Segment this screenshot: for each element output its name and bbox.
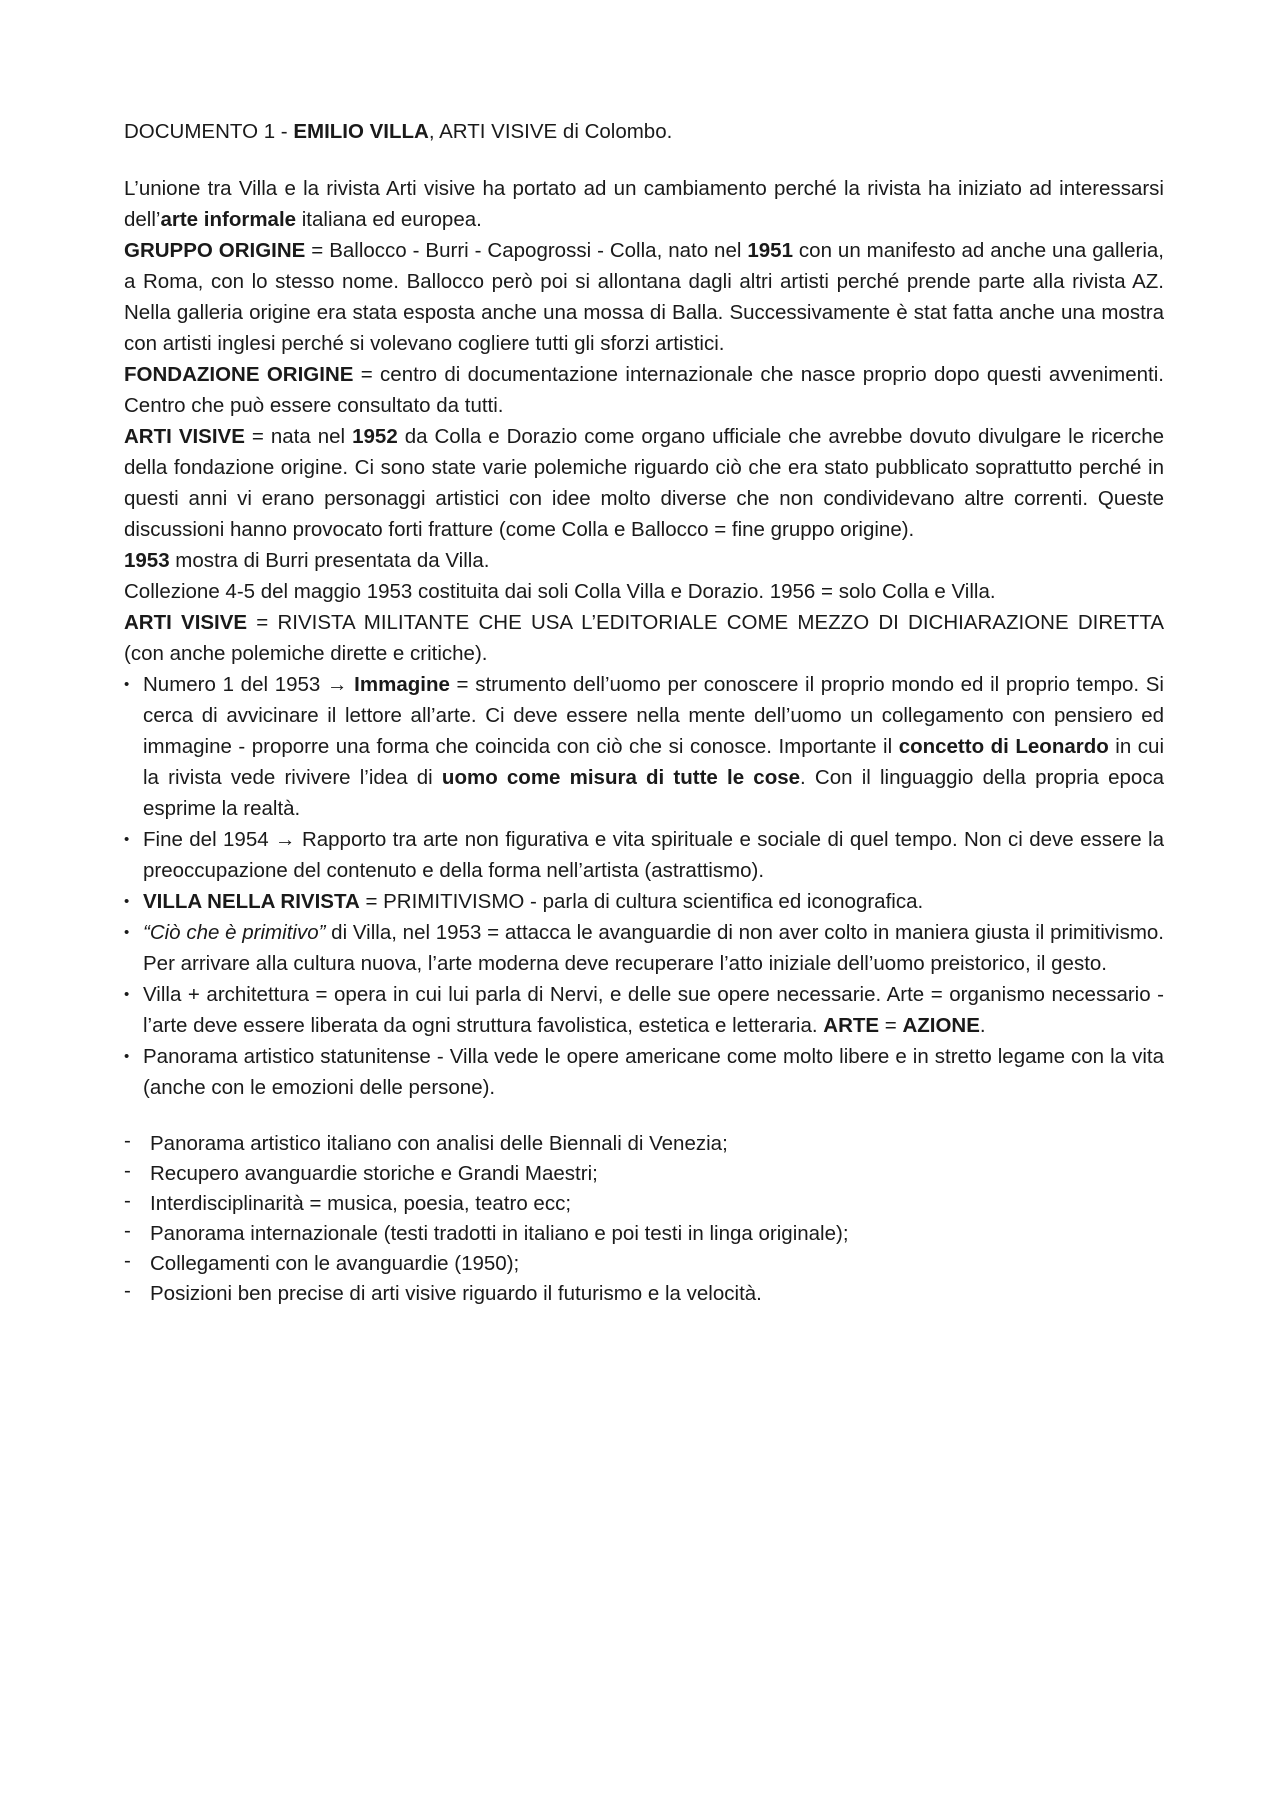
bullet-item-architettura: • Villa + architettura = opera in cui lui parla di Nervi, e delle sue opere necessarie. Arte = organismo necessario - l’arte deve essere liberata da ogni struttura favolistica, estetica e letteraria. ARTE = AZIONE. — [124, 979, 1164, 1041]
dash-item: - Panorama internazionale (testi tradotti in italiano e poi testi in linga originale); — [124, 1219, 1164, 1249]
bullet-item-primitivo: • “Ciò che è primitivo” di Villa, nel 1953 = attacca le avanguardie di non aver colto in maniera giusta il primitivismo. Per arrivare alla cultura nuova, l’arte moderna deve recuperare l’atto iniziale dell’uomo preistorico, il gesto. — [124, 917, 1164, 979]
dash-item: - Interdisciplinarità = musica, poesia, teatro ecc; — [124, 1189, 1164, 1219]
collezione-paragraph: Collezione 4-5 del maggio 1953 costituita dai soli Colla Villa e Dorazio. 1956 = solo Colla e Villa. — [124, 580, 996, 603]
rivista-militante-paragraph: ARTI VISIVE = RIVISTA MILITANTE CHE USA L’EDITORIALE COME MEZZO DI DICHIARAZIONE DIRETTA (con anche polemiche dirette e critiche). — [124, 611, 1164, 665]
dash-item: - Recupero avanguardie storiche e Grandi Maestri; — [124, 1159, 1164, 1189]
dash-item: - Posizioni ben precise di arti visive riguardo il futurismo e la velocità. — [124, 1279, 1164, 1309]
gruppo-origine-paragraph: GRUPPO ORIGINE = Ballocco - Burri - Capogrossi - Colla, nato nel 1951 con un manifesto ad anche una galleria, a Roma, con lo stesso nome. Ballocco però poi si allontana dagli altri artisti perché prende parte alla rivista AZ. Nella galleria origine era stata esposta anche una mossa di Balla. Successivamente è stat fatta anche una mostra con artisti inglesi perché si volevano cogliere tutti gli sforzi artistici. — [124, 239, 1164, 355]
fondazione-origine-paragraph: FONDAZIONE ORIGINE = centro di documentazione internazionale che nasce proprio dopo questi avvenimenti. Centro che può essere consultato da tutti. — [124, 363, 1164, 417]
dash-item: - Collegamenti con le avanguardie (1950); — [124, 1249, 1164, 1279]
bullet-item-fine-1954: • Fine del 1954 → Rapporto tra arte non figurativa e vita spirituale e sociale di quel tempo. Non ci deve essere la preoccupazione del contenuto e della forma nell’artista (astrattismo). — [124, 824, 1164, 886]
bullet-item-numero-1: • Numero 1 del 1953 → Immagine = strumento dell’uomo per conoscere il proprio mondo ed il proprio tempo. Si cerca di avvicinare il lettore all’arte. Ci deve essere nella mente dell’uomo un collegamento con pensiero ed immagine - proporre una forma che coincida con ciò che si conosce. Importante il concetto di Leonardo in cui la rivista vede rivivere l’idea di uomo come misura di tutte le cose. Con il linguaggio della propria epoca esprime la realtà. — [124, 669, 1164, 824]
spacer — [124, 147, 1164, 173]
document-page — [124, 116, 1164, 1309]
mostra-paragraph: 1953 mostra di Burri presentata da Villa. — [124, 549, 490, 572]
arti-visive-paragraph: ARTI VISIVE = nata nel 1952 da Colla e Dorazio come organo ufficiale che avrebbe dovuto divulgare le ricerche della fondazione origine. Ci sono state varie polemiche riguardo ciò che era stato pubblicato soprattutto perché in questi anni vi erano personaggi artistici con idee molto diverse che non condividevano altre correnti. Queste discussioni hanno provocato forti fratture (come Colla e Ballocco = fine gruppo origine). — [124, 425, 1164, 541]
document-title: DOCUMENTO 1 - EMILIO VILLA, ARTI VISIVE di Colombo. — [124, 120, 673, 143]
bullet-item-villa-nella-rivista: • VILLA NELLA RIVISTA = PRIMITIVISMO - parla di cultura scientifica ed iconografica. — [124, 886, 1164, 917]
intro-paragraph: L’unione tra Villa e la rivista Arti visive ha portato ad un cambiamento perché la rivista ha iniziato ad interessarsi dell’arte informale italiana ed europea. — [124, 177, 1164, 231]
dash-item: - Panorama artistico italiano con analisi delle Biennali di Venezia; — [124, 1129, 1164, 1159]
bullet-list — [124, 669, 1164, 1103]
bullet-item-statunitense: • Panorama artistico statunitense - Villa vede le opere americane come molto libere e in stretto legame con la vita (anche con le emozioni delle persone). — [124, 1041, 1164, 1103]
spacer — [124, 1103, 1164, 1129]
dash-list — [124, 1129, 1164, 1309]
